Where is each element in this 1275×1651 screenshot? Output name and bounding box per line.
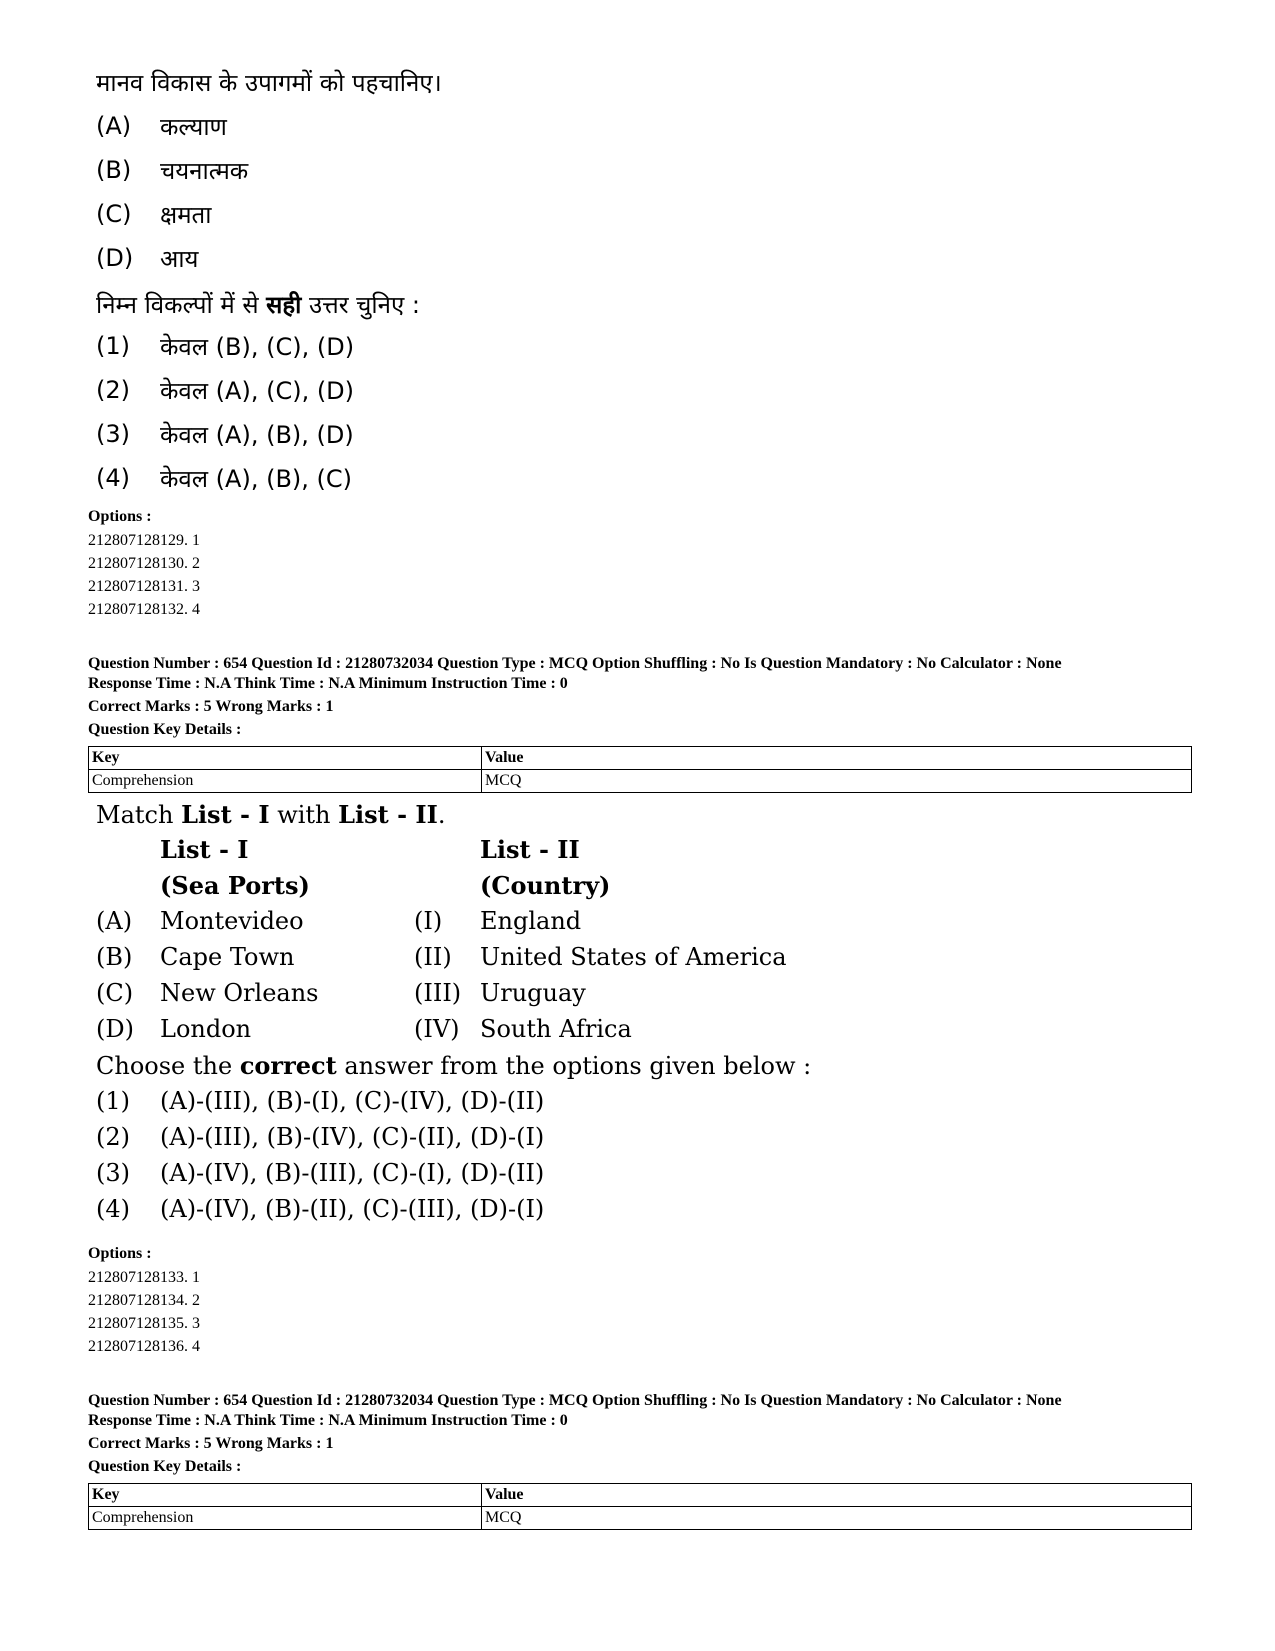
q1-item-label: (D)	[96, 244, 134, 272]
key-cell: Comprehension	[89, 1507, 482, 1530]
q2-intro-pre: Match	[96, 801, 182, 829]
list2-label: (IV)	[414, 1015, 460, 1043]
list1-port: Cape Town	[160, 943, 295, 971]
q2-intro	[96, 800, 446, 829]
key-header: Key	[89, 1484, 482, 1507]
meta2-line3: Correct Marks : 5 Wrong Marks : 1	[88, 1435, 334, 1452]
meta1-line4: Question Key Details :	[88, 721, 242, 738]
list1-label: (B)	[96, 943, 133, 971]
q1-choice-num: (4)	[96, 464, 130, 492]
meta1-key-table	[88, 746, 1192, 793]
q1-choice-num: (2)	[96, 376, 130, 404]
q2-option-id: 212807128134. 2	[88, 1292, 200, 1309]
q2-choice-text: (A)-(IV), (B)-(III), (C)-(I), (D)-(II)	[160, 1159, 545, 1187]
q1-options-heading: Options :	[88, 508, 152, 525]
table-row	[89, 1507, 1192, 1530]
list2-label: (I)	[414, 907, 443, 935]
q1-instruction-post: उत्तर चुनिए :	[301, 291, 420, 319]
q2-choice-text: (A)-(III), (B)-(I), (C)-(IV), (D)-(II)	[160, 1087, 545, 1115]
q1-item-label: (B)	[96, 156, 132, 184]
key-cell: Comprehension	[89, 770, 482, 793]
q1-item-text: चयनात्मक	[160, 157, 249, 185]
q1-option-id: 212807128129. 1	[88, 532, 200, 549]
q2-choose-bold: correct	[239, 1051, 337, 1080]
key-header: Key	[89, 747, 482, 770]
q1-choice-num: (1)	[96, 332, 130, 360]
list1-port: New Orleans	[160, 979, 319, 1007]
q2-option-id: 212807128135. 3	[88, 1315, 200, 1332]
q1-item-text: आय	[160, 245, 199, 273]
q1-choice-num: (3)	[96, 420, 130, 448]
value-cell: MCQ	[482, 1507, 1192, 1530]
meta2-line2: Response Time : N.A Think Time : N.A Minimum Instruction Time : 0	[88, 1412, 568, 1429]
q2-intro-post: .	[437, 801, 446, 829]
q1-option-id: 212807128132. 4	[88, 601, 200, 618]
q1-item-label: (C)	[96, 200, 132, 228]
list2-country: United States of America	[480, 943, 787, 971]
table-row	[89, 747, 1192, 770]
q2-choice-num: (2)	[96, 1123, 130, 1151]
q1-item-text: क्षमता	[160, 201, 212, 229]
q2-option-id: 212807128133. 1	[88, 1269, 200, 1286]
q2-choice-num: (3)	[96, 1159, 130, 1187]
q2-choice-num: (4)	[96, 1195, 130, 1223]
list2-label: (III)	[414, 979, 462, 1007]
q2-options-heading: Options :	[88, 1245, 152, 1262]
list2-country: England	[480, 907, 582, 935]
q2-option-id: 212807128136. 4	[88, 1338, 200, 1355]
q1-item-text: कल्याण	[160, 113, 227, 141]
q2-choice-num: (1)	[96, 1087, 130, 1115]
list1-label: (A)	[96, 907, 133, 935]
list2-label: (II)	[414, 943, 452, 971]
value-header: Value	[482, 747, 1192, 770]
q1-option-id: 212807128131. 3	[88, 578, 200, 595]
q1-instruction-pre: निम्न विकल्पों में से	[96, 291, 267, 319]
list1-port: London	[160, 1015, 252, 1043]
q1-choice-text: केवल (B), (C), (D)	[160, 333, 355, 361]
q2-intro-mid: with	[269, 801, 339, 829]
value-header: Value	[482, 1484, 1192, 1507]
q1-choice-text: केवल (A), (B), (D)	[160, 421, 354, 449]
meta1-line2: Response Time : N.A Think Time : N.A Minimum Instruction Time : 0	[88, 675, 568, 692]
q2-choice-text: (A)-(IV), (B)-(II), (C)-(III), (D)-(I)	[160, 1195, 545, 1223]
q2-choice-text: (A)-(III), (B)-(IV), (C)-(II), (D)-(I)	[160, 1123, 545, 1151]
q2-choose-post: answer from the options given below :	[336, 1052, 812, 1080]
list2-title: List - II	[480, 835, 580, 864]
table-row	[89, 770, 1192, 793]
meta1-line3: Correct Marks : 5 Wrong Marks : 1	[88, 698, 334, 715]
value-cell: MCQ	[482, 770, 1192, 793]
q1-item-label: (A)	[96, 112, 132, 140]
q2-intro-list2: List - II	[338, 800, 438, 829]
list2-country: Uruguay	[480, 979, 586, 1007]
q1-question: मानव विकास के उपागमों को पहचानिए।	[96, 69, 442, 97]
list1-port: Montevideo	[160, 907, 304, 935]
list2-subtitle: (Country)	[480, 871, 611, 900]
list1-label: (C)	[96, 979, 134, 1007]
meta2-line1: Question Number : 654 Question Id : 21280732034 Question Type : MCQ Option Shuffling : No Is Question Mandatory : No Calculator : None	[88, 1392, 1062, 1409]
list1-subtitle: (Sea Ports)	[160, 871, 310, 900]
q1-instruction	[96, 288, 420, 321]
meta1-line1: Question Number : 654 Question Id : 21280732034 Question Type : MCQ Option Shuffling : No Is Question Mandatory : No Calculator : None	[88, 655, 1062, 672]
meta2-key-table	[88, 1483, 1192, 1530]
q1-option-id: 212807128130. 2	[88, 555, 200, 572]
q2-choose-pre: Choose the	[96, 1052, 240, 1080]
q2-intro-list1: List - I	[181, 800, 270, 829]
list1-title: List - I	[160, 835, 249, 864]
q2-choose	[96, 1051, 811, 1080]
q1-choice-text: केवल (A), (C), (D)	[160, 377, 355, 405]
list2-country: South Africa	[480, 1015, 632, 1043]
q1-choice-text: केवल (A), (B), (C)	[160, 465, 353, 493]
table-row	[89, 1484, 1192, 1507]
list1-label: (D)	[96, 1015, 134, 1043]
q1-instruction-bold: सही	[266, 291, 302, 319]
meta2-line4: Question Key Details :	[88, 1458, 242, 1475]
